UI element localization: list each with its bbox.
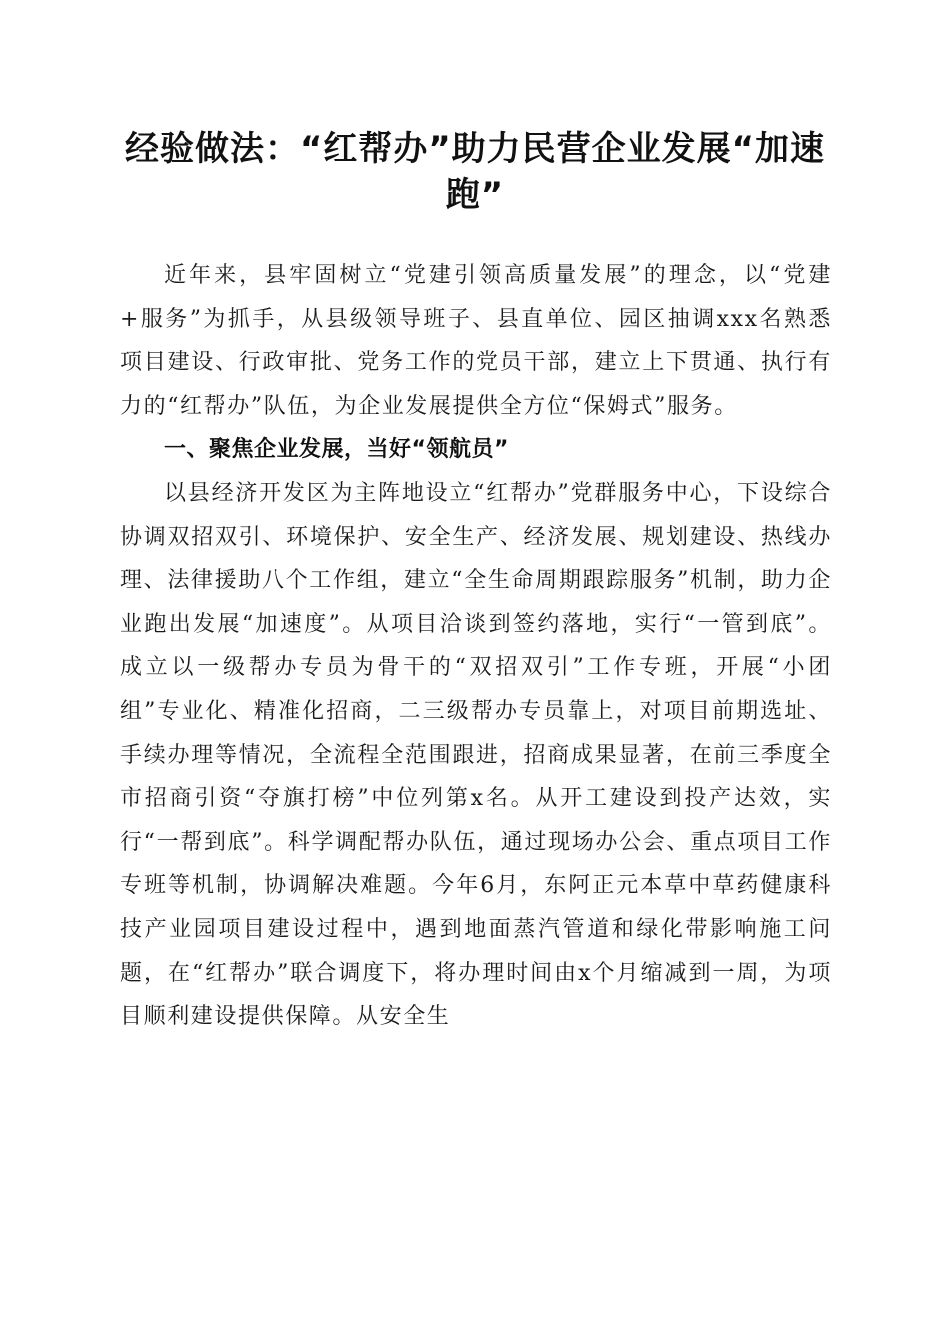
section-heading-1: 一、聚焦企业发展，当好“领航员” xyxy=(164,437,509,463)
intro-paragraph: 近年来，县牢固树立“党建引领高质量发展”的理念，以“党建+服务”为抓手，从县级领导班子、县直单位、园区抽调xxx名熟悉项目建设、行政审批、党务工作的党员干部，建立上下贯通、执行有力的“红帮办”队伍，为企业发展提供全方位“保姆式”服务。 xyxy=(120,263,832,419)
document-body xyxy=(120,254,832,1039)
section-1-paragraph: 以县经济开发区为主阵地设立“红帮办”党群服务中心，下设综合协调双招双引、环境保护、安全生产、经济发展、规划建设、热线办理、法律援助八个工作组，建立“全生命周期跟踪服务”机制，助力企业跑出发展“加速度”。从项目洽谈到签约落地，实行“一管到底”。成立以一级帮办专员为骨干的“双招双引”工作专班，开展“小团组”专业化、精准化招商，二三级帮办专员靠上，对项目前期选址、手续办理等情况，全流程全范围跟进，招商成果显著，在前三季度全市招商引资“夺旗打榜”中位列第x名。从开工建设到投产达效，实行“一帮到底”。科学调配帮办队伍，通过现场办公会、重点项目工作专班等机制，协调解决难题。今年6月，东阿正元本草中草药健康科技产业园项目建设过程中，遇到地面蒸汽管道和绿化带影响施工问题，在“红帮办”联合调度下，将办理时间由x个月缩减到一周，为项目顺利建设提供保障。从安全生 xyxy=(120,480,832,1030)
document-title: 经验做法：“红帮办”助力民营企业发展“加速跑” xyxy=(124,129,826,215)
